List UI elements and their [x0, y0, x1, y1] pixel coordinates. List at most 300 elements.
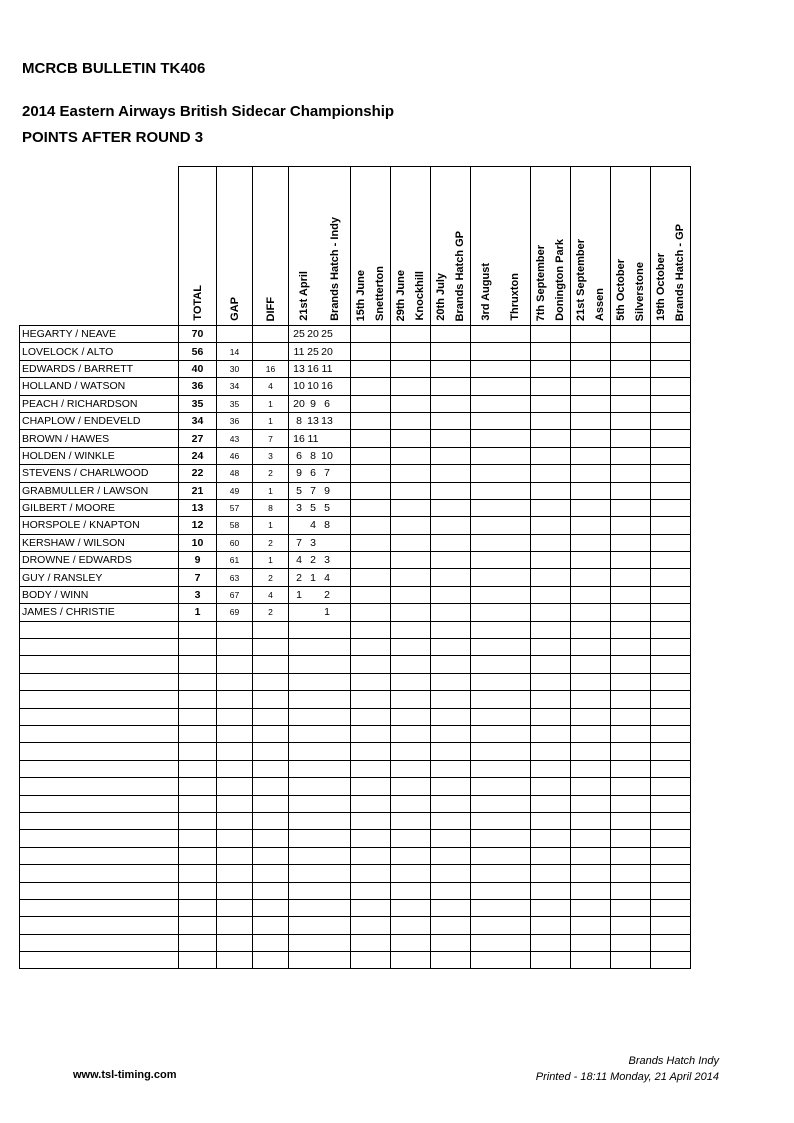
- round-5-cell: [471, 447, 531, 464]
- header-round-5: 3rd August Thruxton: [471, 167, 531, 326]
- round-2-cell: [351, 482, 391, 499]
- round-3-cell: [391, 482, 431, 499]
- diff-cell: 1: [253, 482, 289, 499]
- race-3-points: 6: [324, 397, 330, 410]
- round-5-cell: [471, 343, 531, 360]
- team-name-cell: [20, 934, 179, 951]
- round-5-cell: [471, 621, 531, 638]
- total-cell: [179, 621, 217, 638]
- round-9-cell: [651, 534, 691, 551]
- round-5-cell: [471, 412, 531, 429]
- table-row: [20, 343, 691, 360]
- team-name-cell: [20, 673, 179, 690]
- diff-cell: [253, 812, 289, 829]
- round-8-cell: [611, 673, 651, 690]
- round-7-cell: [571, 430, 611, 447]
- team-name-cell: CHAPLOW / ENDEVELD: [20, 412, 179, 429]
- race-1-points: 4: [296, 554, 302, 567]
- round-1-cell: [289, 812, 351, 829]
- round-5-cell: [471, 395, 531, 412]
- round-9-cell: [651, 604, 691, 621]
- round-9-cell: [651, 795, 691, 812]
- diff-cell: [253, 917, 289, 934]
- total-cell: [179, 725, 217, 742]
- table-row: [20, 326, 691, 343]
- round-5-cell: [471, 378, 531, 395]
- team-name-cell: GILBERT / MOORE: [20, 499, 179, 516]
- table-row: [20, 499, 691, 516]
- total-cell: 34: [179, 412, 217, 429]
- diff-cell: 2: [253, 465, 289, 482]
- round-4-cell: [431, 517, 471, 534]
- total-cell: [179, 708, 217, 725]
- race-2-points: [306, 606, 320, 618]
- round-7-cell: [571, 865, 611, 882]
- team-name-cell: JAMES / CHRISTIE: [20, 604, 179, 621]
- team-name-cell: [20, 847, 179, 864]
- round-2-cell: [351, 430, 391, 447]
- race-1-points: 9: [296, 467, 302, 480]
- round-3-cell: [391, 917, 431, 934]
- round-1-cell: [289, 360, 351, 377]
- round-8-cell: [611, 708, 651, 725]
- round-8-cell: [611, 326, 651, 343]
- round-1-cell: [289, 673, 351, 690]
- round-2-cell: [351, 865, 391, 882]
- round-8-cell: [611, 639, 651, 656]
- team-name-cell: DROWNE / EDWARDS: [20, 552, 179, 569]
- round-1-cell: [289, 395, 351, 412]
- round-5-cell: [471, 552, 531, 569]
- total-cell: 12: [179, 517, 217, 534]
- round-8-cell: [611, 534, 651, 551]
- gap-cell: 58: [217, 517, 253, 534]
- round-1-cell: [289, 465, 351, 482]
- round-2-cell: [351, 569, 391, 586]
- table-row: [20, 534, 691, 551]
- round-1-cell: [289, 778, 351, 795]
- team-name-cell: LOVELOCK / ALTO: [20, 343, 179, 360]
- total-cell: [179, 934, 217, 951]
- round-1-cell: [289, 412, 351, 429]
- gap-cell: [217, 917, 253, 934]
- empty-row: [20, 795, 691, 812]
- empty-row: [20, 917, 691, 934]
- round-9-cell: [651, 760, 691, 777]
- round-8-cell: [611, 447, 651, 464]
- gap-cell: 48: [217, 465, 253, 482]
- round-4-cell: [431, 412, 471, 429]
- gap-cell: [217, 743, 253, 760]
- round-6-cell: [531, 673, 571, 690]
- race-2-points: 2: [310, 554, 316, 567]
- total-cell: [179, 830, 217, 847]
- round-8-cell: [611, 830, 651, 847]
- race-1-points: 8: [296, 415, 302, 428]
- round-8-cell: [611, 743, 651, 760]
- gap-cell: [217, 673, 253, 690]
- round-9-cell: [651, 343, 691, 360]
- diff-cell: [253, 326, 289, 343]
- round-8-cell: [611, 412, 651, 429]
- round-6-cell: [531, 656, 571, 673]
- table-row: [20, 412, 691, 429]
- diff-cell: [253, 795, 289, 812]
- round-8-cell: [611, 917, 651, 934]
- team-name-cell: [20, 656, 179, 673]
- round-5-cell: [471, 830, 531, 847]
- round-5-cell: [471, 708, 531, 725]
- round-8-cell: [611, 865, 651, 882]
- round-3-cell: [391, 673, 431, 690]
- round-7-cell: [571, 656, 611, 673]
- round-3-cell: [391, 725, 431, 742]
- round-4-cell: [431, 934, 471, 951]
- race-3-points: 20: [321, 345, 333, 358]
- round-7-cell: [571, 586, 611, 603]
- total-cell: 13: [179, 499, 217, 516]
- round-7-cell: [571, 952, 611, 969]
- team-name-cell: [20, 760, 179, 777]
- round-2-cell: [351, 639, 391, 656]
- team-name-cell: [20, 865, 179, 882]
- round-4-cell: [431, 604, 471, 621]
- round-6-cell: [531, 360, 571, 377]
- round-4-cell: [431, 534, 471, 551]
- gap-cell: [217, 778, 253, 795]
- total-cell: 27: [179, 430, 217, 447]
- table-row: [20, 552, 691, 569]
- round-1-cell: [289, 499, 351, 516]
- round-7-cell: [571, 499, 611, 516]
- round-6-cell: [531, 343, 571, 360]
- race-2-points: 11: [307, 432, 319, 445]
- diff-cell: [253, 865, 289, 882]
- round-8-cell: [611, 725, 651, 742]
- race-3-points: 13: [321, 415, 333, 428]
- round-4-cell: [431, 499, 471, 516]
- round-9-cell: [651, 778, 691, 795]
- round-3-cell: [391, 552, 431, 569]
- gap-cell: 30: [217, 360, 253, 377]
- round-3-cell: [391, 447, 431, 464]
- round-7-cell: [571, 899, 611, 916]
- round-9-cell: [651, 917, 691, 934]
- round-8-cell: [611, 778, 651, 795]
- round-1-cell: [289, 621, 351, 638]
- empty-row: [20, 743, 691, 760]
- round-8-cell: [611, 760, 651, 777]
- total-cell: 70: [179, 326, 217, 343]
- total-cell: [179, 743, 217, 760]
- total-cell: [179, 899, 217, 916]
- round-7-cell: [571, 378, 611, 395]
- round-9-cell: [651, 639, 691, 656]
- round-6-cell: [531, 378, 571, 395]
- gap-cell: 46: [217, 447, 253, 464]
- round-4-cell: [431, 656, 471, 673]
- team-name-cell: [20, 725, 179, 742]
- round-3-cell: [391, 743, 431, 760]
- round-5-cell: [471, 465, 531, 482]
- round-5-cell: [471, 865, 531, 882]
- round-1-cell: [289, 760, 351, 777]
- header-total: TOTAL: [179, 167, 217, 326]
- round-6-cell: [531, 465, 571, 482]
- round-7-cell: [571, 673, 611, 690]
- round-9-cell: [651, 586, 691, 603]
- round-7-cell: [571, 812, 611, 829]
- round-9-cell: [651, 725, 691, 742]
- race-3-points: 10: [321, 449, 333, 462]
- round-9-cell: [651, 326, 691, 343]
- round-1-cell: [289, 482, 351, 499]
- round-3-cell: [391, 899, 431, 916]
- round-3-cell: [391, 847, 431, 864]
- header-row: [20, 167, 691, 326]
- round-8-cell: [611, 395, 651, 412]
- round-7-cell: [571, 343, 611, 360]
- gap-cell: [217, 656, 253, 673]
- team-name-cell: [20, 621, 179, 638]
- round-6-cell: [531, 899, 571, 916]
- round-9-cell: [651, 847, 691, 864]
- gap-cell: 43: [217, 430, 253, 447]
- total-cell: 10: [179, 534, 217, 551]
- round-4-cell: [431, 465, 471, 482]
- round-1-cell: [289, 534, 351, 551]
- race-3-points: 3: [324, 554, 330, 567]
- round-4-cell: [431, 482, 471, 499]
- round-7-cell: [571, 639, 611, 656]
- team-name-cell: HOLDEN / WINKLE: [20, 447, 179, 464]
- race-2-points: 16: [307, 362, 319, 375]
- round-6-cell: [531, 865, 571, 882]
- round-3-cell: [391, 952, 431, 969]
- round-6-cell: [531, 760, 571, 777]
- empty-row: [20, 865, 691, 882]
- race-1-points: [292, 606, 306, 618]
- round-1-cell: [289, 795, 351, 812]
- round-2-cell: [351, 725, 391, 742]
- total-cell: 22: [179, 465, 217, 482]
- printed-footer: Printed - 18:11 Monday, 21 April 2014: [535, 1071, 719, 1083]
- round-4-cell: [431, 447, 471, 464]
- table-row: [20, 430, 691, 447]
- table-row: [20, 482, 691, 499]
- diff-cell: 1: [253, 517, 289, 534]
- race-3-points: 16: [321, 380, 333, 393]
- round-9-cell: [651, 482, 691, 499]
- team-name-cell: EDWARDS / BARRETT: [20, 360, 179, 377]
- table-row: [20, 447, 691, 464]
- round-4-cell: [431, 865, 471, 882]
- round-8-cell: [611, 482, 651, 499]
- race-3-points: [320, 537, 334, 549]
- points-subtitle: POINTS AFTER ROUND 3: [22, 129, 204, 146]
- round-6-cell: [531, 812, 571, 829]
- round-6-cell: [531, 639, 571, 656]
- team-name-cell: [20, 952, 179, 969]
- race-3-points: [320, 433, 334, 445]
- round-2-cell: [351, 517, 391, 534]
- round-1-cell: [289, 743, 351, 760]
- gap-cell: [217, 708, 253, 725]
- round-5-cell: [471, 847, 531, 864]
- round-1-cell: [289, 847, 351, 864]
- round-7-cell: [571, 917, 611, 934]
- race-2-points: 7: [310, 484, 316, 497]
- race-2-points: 8: [310, 449, 316, 462]
- round-7-cell: [571, 882, 611, 899]
- team-name-cell: BODY / WINN: [20, 586, 179, 603]
- diff-cell: [253, 847, 289, 864]
- round-4-cell: [431, 621, 471, 638]
- empty-row: [20, 621, 691, 638]
- diff-cell: 2: [253, 534, 289, 551]
- round-5-cell: [471, 326, 531, 343]
- race-1-points: 10: [293, 380, 305, 393]
- round-7-cell: [571, 708, 611, 725]
- round-1-cell: [289, 882, 351, 899]
- race-3-points: 8: [324, 519, 330, 532]
- round-2-cell: [351, 360, 391, 377]
- round-3-cell: [391, 812, 431, 829]
- round-2-cell: [351, 952, 391, 969]
- total-cell: [179, 882, 217, 899]
- round-7-cell: [571, 552, 611, 569]
- round-1-cell: [289, 447, 351, 464]
- gap-cell: [217, 326, 253, 343]
- gap-cell: [217, 691, 253, 708]
- empty-row: [20, 656, 691, 673]
- total-cell: [179, 656, 217, 673]
- gap-cell: 57: [217, 499, 253, 516]
- round-4-cell: [431, 847, 471, 864]
- round-5-cell: [471, 360, 531, 377]
- round-7-cell: [571, 326, 611, 343]
- gap-cell: 36: [217, 412, 253, 429]
- diff-cell: 4: [253, 586, 289, 603]
- round-8-cell: [611, 621, 651, 638]
- diff-cell: [253, 882, 289, 899]
- gap-cell: 61: [217, 552, 253, 569]
- table-row: [20, 360, 691, 377]
- empty-row: [20, 934, 691, 951]
- round-5-cell: [471, 482, 531, 499]
- team-name-cell: KERSHAW / WILSON: [20, 534, 179, 551]
- round-9-cell: [651, 934, 691, 951]
- round-7-cell: [571, 778, 611, 795]
- race-1-points: 25: [293, 328, 305, 341]
- round-7-cell: [571, 830, 611, 847]
- round-6-cell: [531, 326, 571, 343]
- round-2-cell: [351, 882, 391, 899]
- round-3-cell: [391, 604, 431, 621]
- gap-cell: [217, 621, 253, 638]
- gap-cell: [217, 830, 253, 847]
- round-3-cell: [391, 621, 431, 638]
- round-8-cell: [611, 569, 651, 586]
- round-4-cell: [431, 708, 471, 725]
- round-2-cell: [351, 934, 391, 951]
- round-2-cell: [351, 830, 391, 847]
- round-8-cell: [611, 430, 651, 447]
- round-4-cell: [431, 552, 471, 569]
- round-6-cell: [531, 847, 571, 864]
- total-cell: 21: [179, 482, 217, 499]
- round-7-cell: [571, 534, 611, 551]
- total-cell: [179, 673, 217, 690]
- round-5-cell: [471, 691, 531, 708]
- team-name-cell: HOLLAND / WATSON: [20, 378, 179, 395]
- round-5-cell: [471, 899, 531, 916]
- round-2-cell: [351, 812, 391, 829]
- diff-cell: 3: [253, 447, 289, 464]
- round-8-cell: [611, 952, 651, 969]
- round-5-cell: [471, 882, 531, 899]
- empty-row: [20, 725, 691, 742]
- round-4-cell: [431, 326, 471, 343]
- race-2-points: 1: [310, 571, 316, 584]
- team-name-cell: GRABMULLER / LAWSON: [20, 482, 179, 499]
- round-6-cell: [531, 691, 571, 708]
- header-round-4: 20th July Brands Hatch GP: [431, 167, 471, 326]
- round-4-cell: [431, 812, 471, 829]
- team-name-cell: [20, 899, 179, 916]
- round-9-cell: [651, 621, 691, 638]
- race-2-points: 9: [310, 397, 316, 410]
- header-round-1: 21st April Brands Hatch - Indy: [289, 167, 351, 326]
- round-1-cell: [289, 708, 351, 725]
- round-3-cell: [391, 395, 431, 412]
- round-3-cell: [391, 691, 431, 708]
- round-7-cell: [571, 795, 611, 812]
- team-name-cell: [20, 917, 179, 934]
- race-3-points: 11: [321, 362, 333, 375]
- round-4-cell: [431, 795, 471, 812]
- race-3-points: 1: [324, 606, 330, 619]
- round-2-cell: [351, 499, 391, 516]
- round-6-cell: [531, 743, 571, 760]
- round-2-cell: [351, 743, 391, 760]
- header-round-7: 21st September Assen: [571, 167, 611, 326]
- round-1-cell: [289, 517, 351, 534]
- gap-cell: [217, 812, 253, 829]
- round-2-cell: [351, 378, 391, 395]
- race-1-points: 7: [296, 536, 302, 549]
- round-7-cell: [571, 447, 611, 464]
- round-9-cell: [651, 499, 691, 516]
- round-8-cell: [611, 499, 651, 516]
- diff-cell: 1: [253, 395, 289, 412]
- total-cell: 1: [179, 604, 217, 621]
- total-cell: 35: [179, 395, 217, 412]
- race-1-points: 2: [296, 571, 302, 584]
- round-2-cell: [351, 465, 391, 482]
- race-3-points: 7: [324, 467, 330, 480]
- team-name-cell: [20, 708, 179, 725]
- round-3-cell: [391, 517, 431, 534]
- round-7-cell: [571, 604, 611, 621]
- gap-cell: 60: [217, 534, 253, 551]
- diff-cell: [253, 778, 289, 795]
- total-cell: 24: [179, 447, 217, 464]
- round-7-cell: [571, 691, 611, 708]
- race-3-points: 25: [321, 328, 333, 341]
- round-2-cell: [351, 795, 391, 812]
- round-8-cell: [611, 552, 651, 569]
